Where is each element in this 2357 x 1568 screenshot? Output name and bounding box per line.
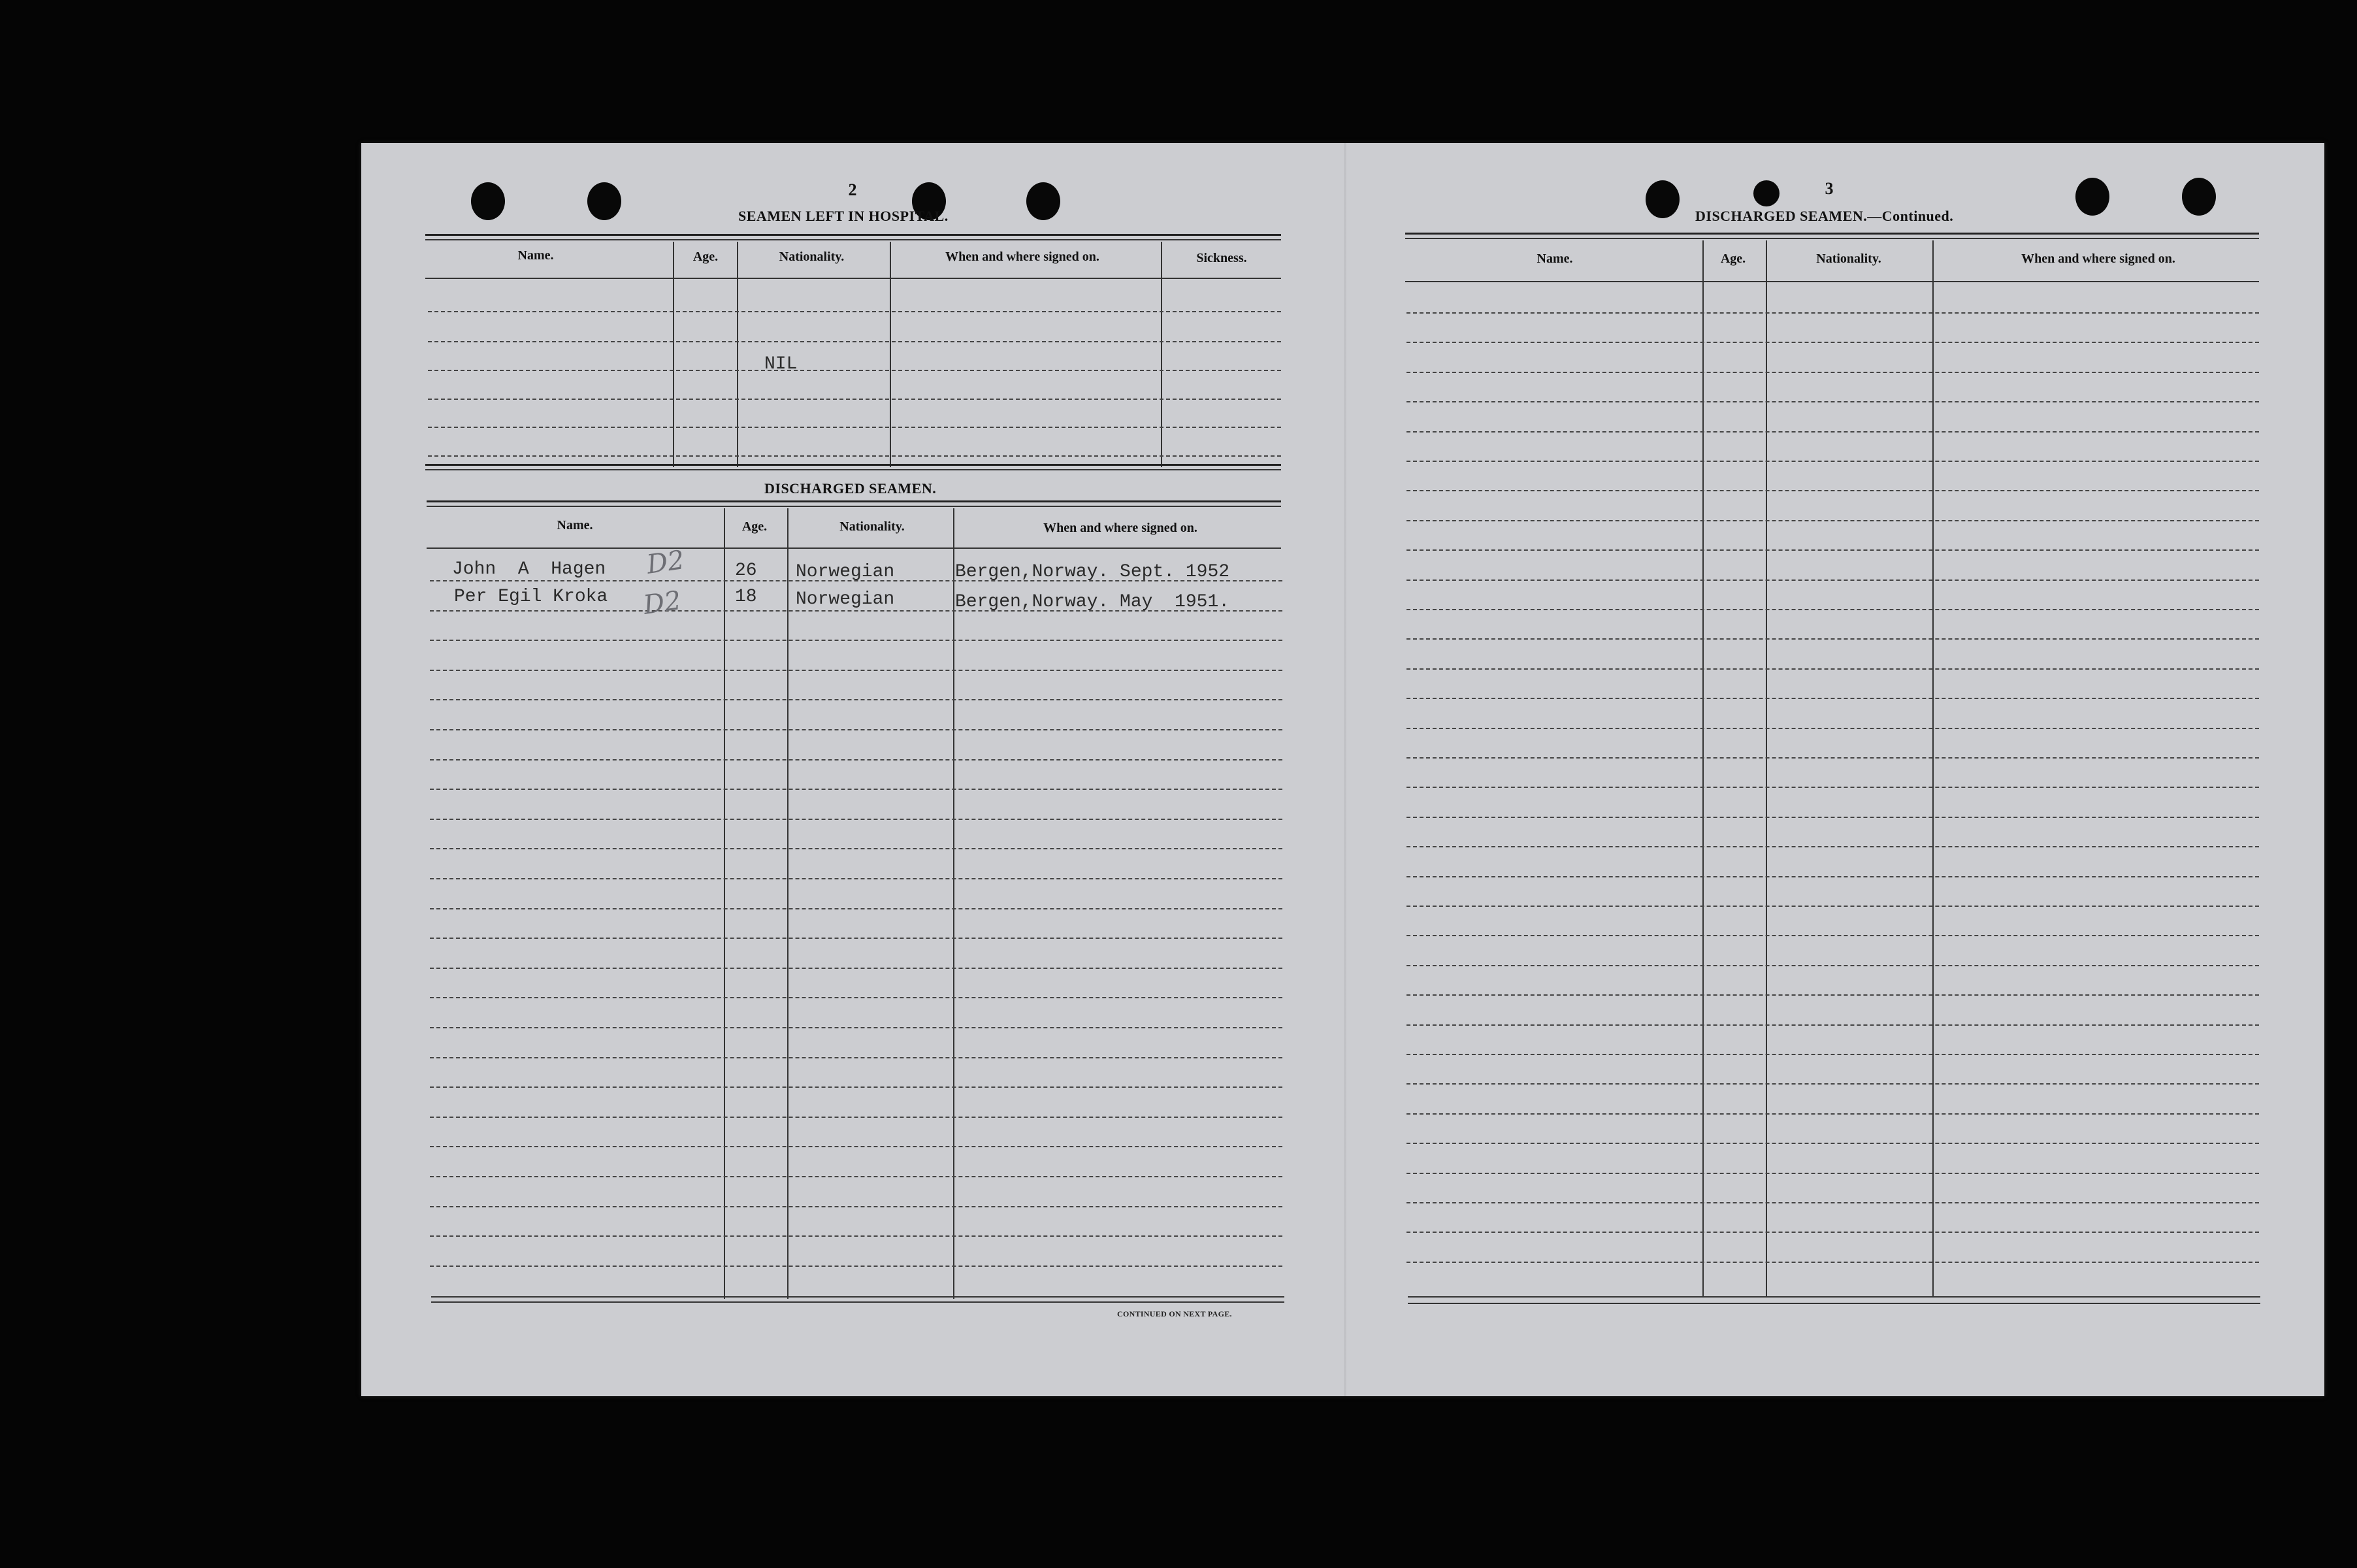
entry-line (1406, 787, 2259, 788)
discharged-continued-title: DISCHARGED SEAMEN.—Continued. (1695, 208, 1954, 224)
entry-line (1406, 1143, 2259, 1144)
entry-line (1406, 876, 2259, 877)
entry-line (430, 938, 1282, 939)
punch-hole (2075, 178, 2109, 216)
rule (431, 1301, 1284, 1303)
entry-line (430, 1057, 1282, 1058)
col-head-age: Age. (692, 250, 719, 264)
entry-line (1406, 994, 2259, 996)
col-head-signed-on: When and where signed on. (2021, 252, 2175, 266)
entry-line (430, 1235, 1282, 1237)
handwritten-mark: D2 (642, 585, 683, 621)
entry-line (430, 699, 1282, 700)
page-number-left: 2 (848, 180, 857, 199)
column-divider (673, 242, 674, 467)
entry-line (430, 789, 1282, 790)
seaman-nationality: Norwegian (796, 562, 895, 582)
column-divider (1161, 242, 1162, 467)
continued-note: CONTINUED ON NEXT PAGE. (1117, 1309, 1232, 1318)
entry-line (430, 878, 1282, 879)
entry-line (1406, 757, 2259, 759)
entry-line (430, 1206, 1282, 1207)
entry-line (430, 997, 1282, 998)
column-divider (890, 242, 891, 467)
entry-line (428, 427, 1281, 428)
col-head-name: Name. (517, 248, 554, 263)
punch-hole (587, 182, 621, 220)
entry-line (430, 759, 1282, 760)
entry-line (428, 455, 1281, 457)
entry-line (1406, 638, 2259, 640)
punch-hole (1026, 182, 1060, 220)
entry-line (430, 819, 1282, 820)
entry-line (1406, 609, 2259, 610)
entry-line (1406, 728, 2259, 729)
rule (425, 464, 1281, 466)
col-head-nationality: Nationality. (1816, 252, 1881, 266)
seaman-age: 26 (735, 561, 757, 581)
entry-line (428, 370, 1281, 371)
entry-line (430, 670, 1282, 671)
col-head-signed-on: When and where signed on. (1043, 521, 1197, 535)
entry-line (1406, 431, 2259, 433)
entry-line (430, 908, 1282, 909)
entry-line (1406, 935, 2259, 936)
entry-line (430, 640, 1282, 641)
entry-line (430, 729, 1282, 730)
rule (431, 1296, 1284, 1298)
entry-line (1406, 1202, 2259, 1203)
col-head-signed-on: When and where signed on. (945, 250, 1099, 264)
rule (1405, 281, 2259, 282)
seaman-age: 18 (735, 587, 757, 607)
entry-line (1406, 312, 2259, 314)
entry-line (428, 399, 1281, 400)
entry-line (1406, 520, 2259, 521)
entry-line (430, 1117, 1282, 1118)
entry-line (1406, 401, 2259, 402)
rule (425, 239, 1281, 240)
entry-line (1406, 965, 2259, 966)
rule (427, 506, 1281, 507)
rule (425, 234, 1281, 236)
hospital-section-title: SEAMEN LEFT IN HOSPITAL. (738, 208, 949, 224)
column-divider (724, 508, 725, 1299)
entry-line (430, 848, 1282, 849)
col-head-name: Name. (1536, 252, 1573, 266)
col-head-age: Age. (1720, 252, 1746, 266)
entry-line (1406, 817, 2259, 818)
seaman-signed-on: Bergen,Norway. May 1951. (955, 592, 1230, 612)
rule (1405, 238, 2259, 239)
rule (425, 469, 1281, 470)
entry-line (430, 1176, 1282, 1177)
entry-line (1406, 1024, 2259, 1026)
column-divider (737, 242, 738, 467)
entry-line (1406, 668, 2259, 670)
entry-line (1406, 1262, 2259, 1263)
entry-line (1406, 1113, 2259, 1115)
punch-hole (1646, 180, 1680, 218)
hospital-nil-entry: NIL (764, 354, 798, 374)
entry-line (1406, 461, 2259, 462)
entry-line (428, 311, 1281, 312)
rule (425, 278, 1281, 279)
seaman-signed-on: Bergen,Norway. Sept. 1952 (955, 562, 1230, 582)
entry-line (1406, 1232, 2259, 1233)
entry-line (1406, 549, 2259, 551)
page-fold (1344, 143, 1346, 1396)
entry-line (430, 1086, 1282, 1088)
entry-line (1406, 906, 2259, 907)
column-divider (1702, 240, 1704, 1296)
entry-line (1406, 1054, 2259, 1055)
punch-hole (1753, 180, 1780, 206)
entry-line (430, 968, 1282, 969)
entry-line (430, 1027, 1282, 1028)
column-divider (1932, 240, 1934, 1296)
rule (427, 500, 1281, 502)
seaman-name: Per Egil Kroka (454, 587, 608, 607)
punch-hole (471, 182, 505, 220)
column-divider (787, 508, 788, 1299)
handwritten-mark: D2 (645, 545, 687, 580)
seaman-name: John A Hagen (452, 559, 606, 580)
entry-line (428, 341, 1281, 342)
entry-line (1406, 1173, 2259, 1174)
rule (1408, 1303, 2260, 1304)
column-divider (953, 508, 954, 1299)
entry-line (430, 1266, 1282, 1267)
entry-line (1406, 490, 2259, 491)
entry-line (1406, 1083, 2259, 1085)
page-number-right: 3 (1825, 179, 1834, 198)
document-sheet (361, 143, 2324, 1396)
entry-line (1406, 846, 2259, 847)
entry-line (1406, 372, 2259, 373)
col-head-age: Age. (741, 519, 768, 534)
col-head-name: Name. (557, 518, 593, 532)
discharged-section-title: DISCHARGED SEAMEN. (764, 480, 937, 497)
entry-line (430, 1146, 1282, 1147)
col-head-nationality: Nationality. (839, 519, 905, 534)
entry-line (1406, 580, 2259, 581)
rule (427, 547, 1281, 549)
punch-hole (2182, 178, 2216, 216)
entry-line (1406, 342, 2259, 343)
col-head-sickness: Sickness. (1196, 251, 1247, 265)
entry-line (1406, 698, 2259, 699)
seaman-nationality: Norwegian (796, 589, 895, 610)
rule (1405, 233, 2259, 235)
col-head-nationality: Nationality. (779, 250, 845, 264)
column-divider (1766, 240, 1767, 1296)
rule (1408, 1296, 2260, 1298)
